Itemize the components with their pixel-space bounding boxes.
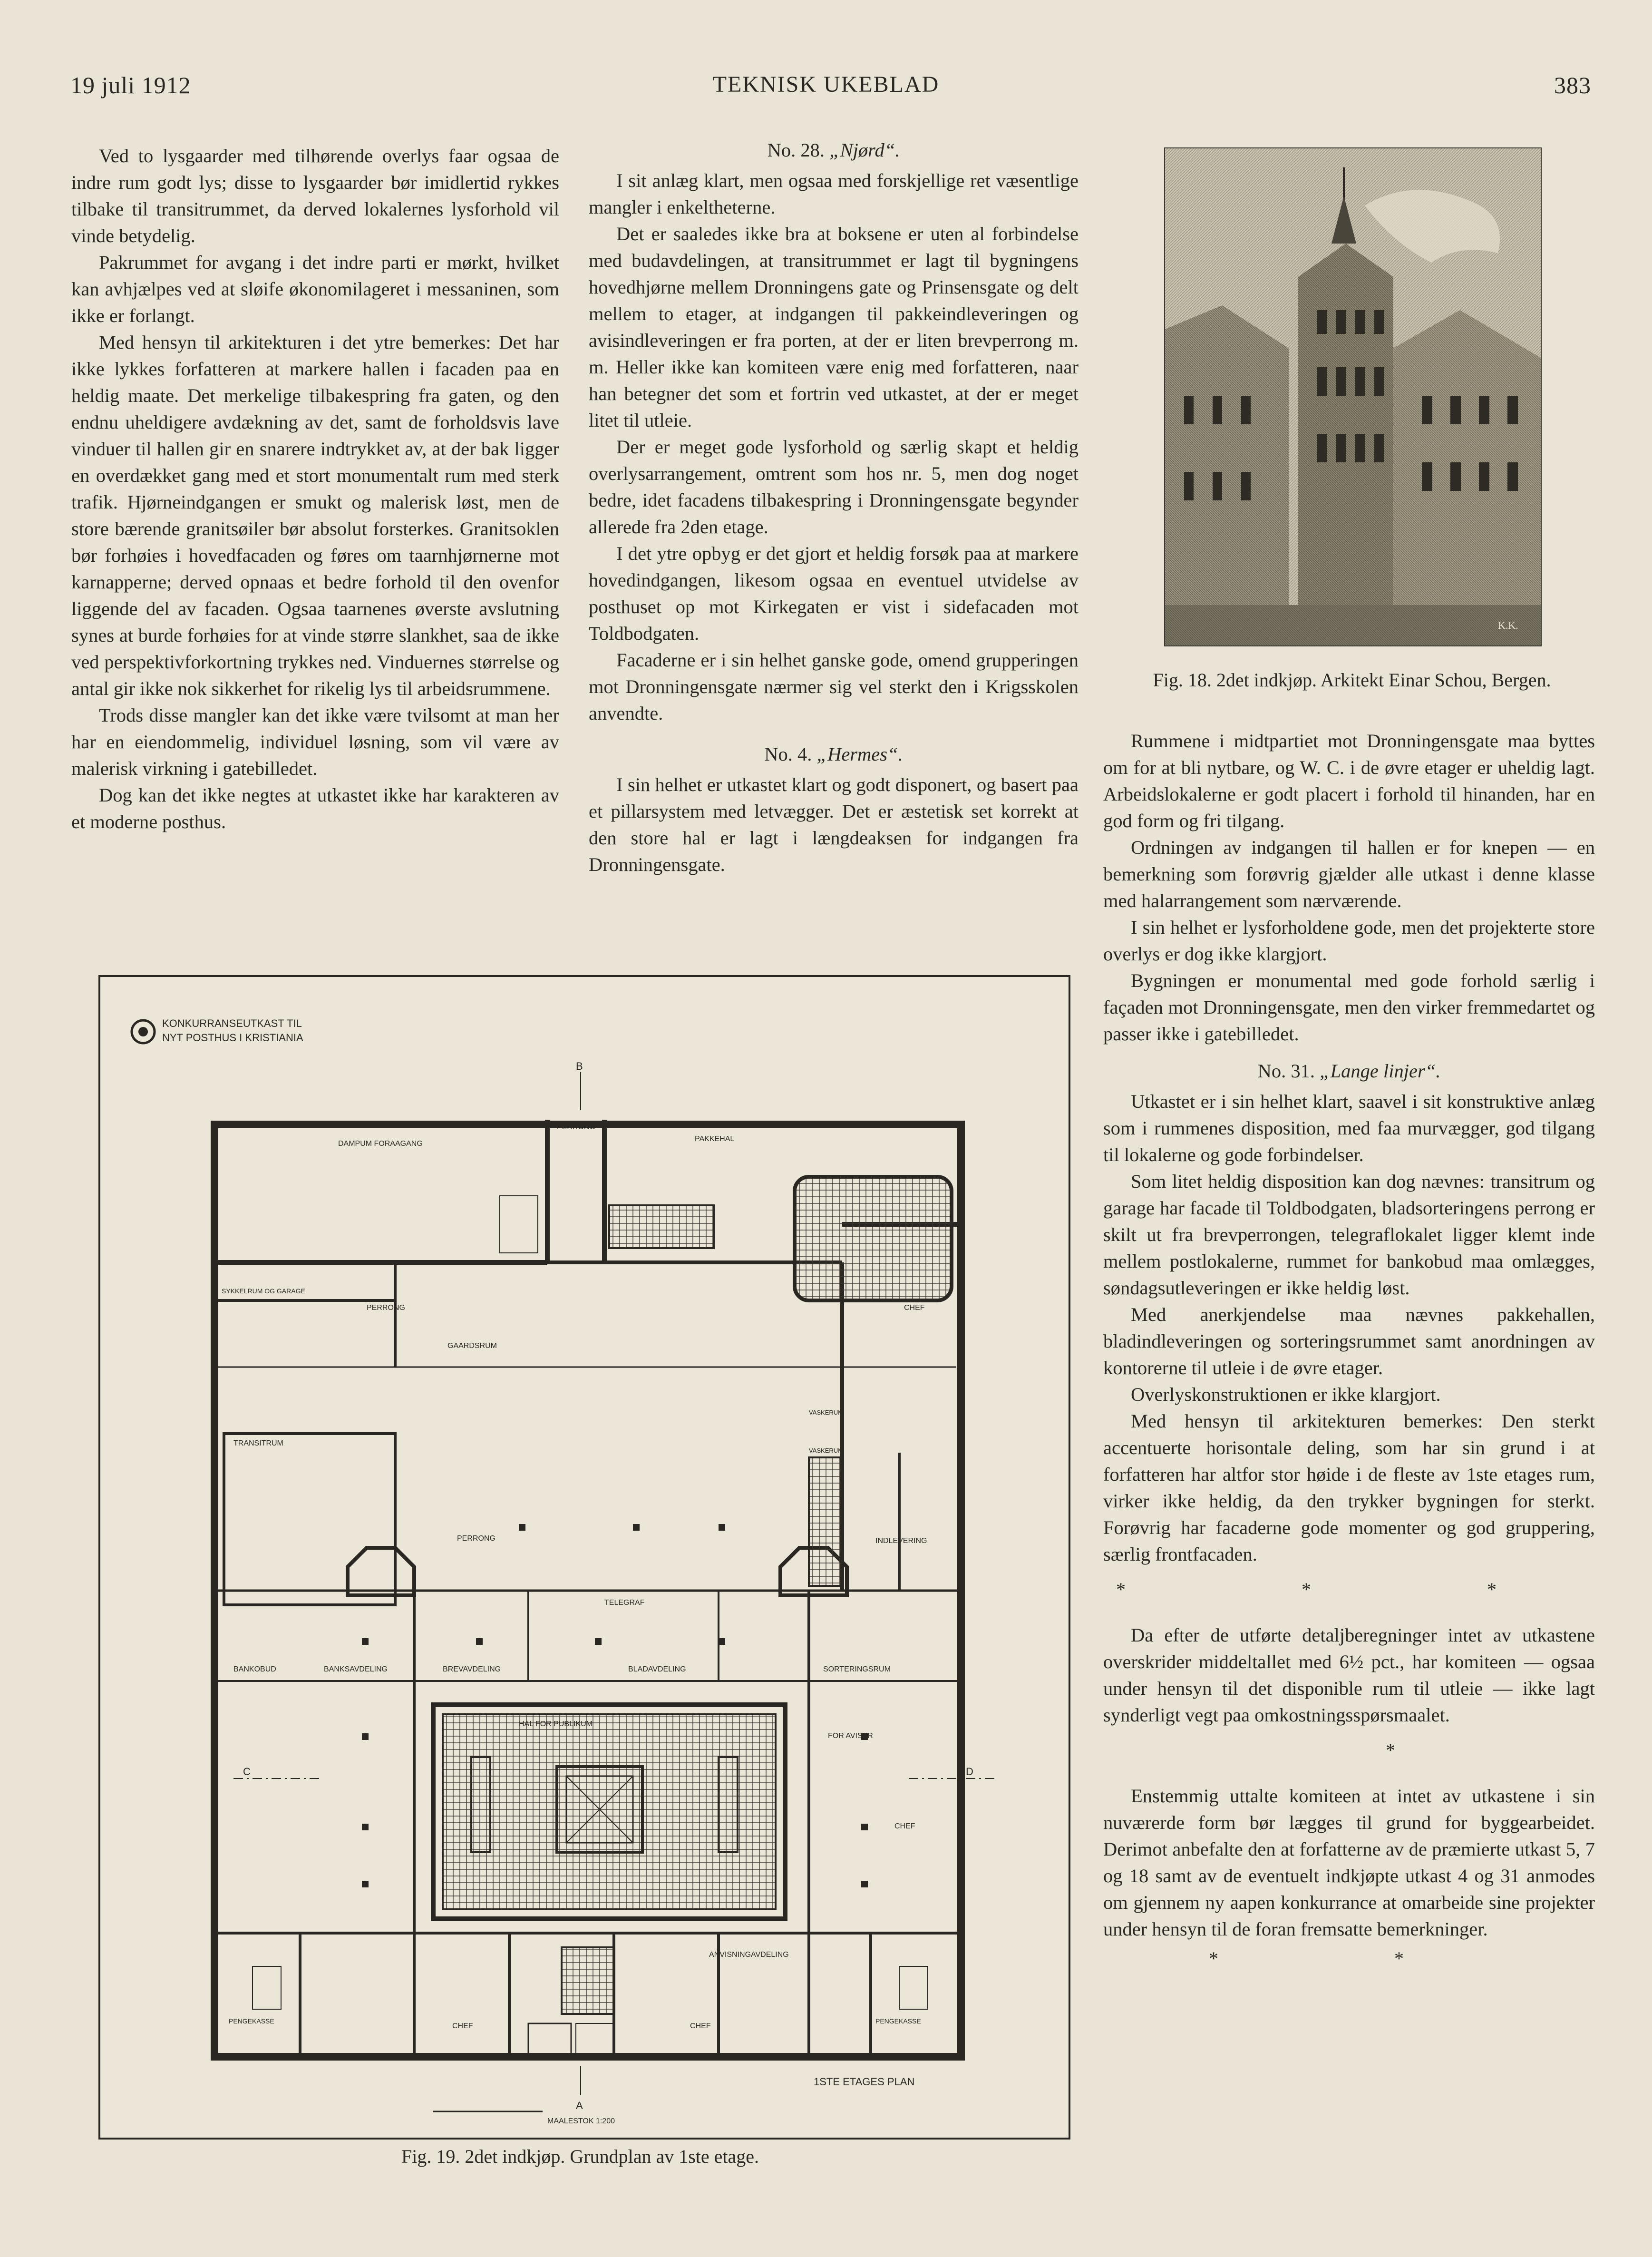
paragraph: Ved to lysgaarder med tilhørende overlys faar ogsaa de indre rum godt lys; disse to lysgaarder bør imidlertid rykkes tilbake til transitrummet, da derved lokalernes lysforhold vil vinde betydelig. [71, 145, 559, 246]
journal-title: TEKNISK UKEBLAD [712, 72, 940, 97]
paragraph: Enstemmig uttalte komiteen at intet av utkastene i sin nuværerde form bør lægges til grund for byggearbeidet. Derimot anbefalte den at forfatterne av de præmierte utkast 5, 7 og 18 samt av de eventuelt indkjøpte utkast 4 og 31 anmodes om gjennem ny aapen konkurrance at omarbeide sine projekter under hensyn til de foran fremsatte bemerkninger. [1103, 1785, 1595, 1940]
paragraph: Dog kan det ikke negtes at utkastet ikke har karakteren av et moderne posthus. [71, 784, 559, 832]
room-label: PERRONG [457, 1534, 496, 1543]
room-label: HAL FOR PUBLIKUM [519, 1720, 593, 1728]
paragraph: Overlyskonstruktionen er ikke klargjort. [1131, 1384, 1441, 1405]
room-label: TRANSITRUM [233, 1439, 283, 1447]
floor-plan-drawing [100, 977, 1069, 2138]
figure-18-caption: Fig. 18. 2det indkjøp. Arkitekt Einar Schou, Bergen. [1153, 669, 1551, 691]
room-label: BREVAVDELING [443, 1665, 501, 1673]
paragraph: I sin helhet er utkastet klart og godt disponert, og basert paa et pillarsystem med letvægger. Det er æstetisk set korrekt at den store hal er lagt i længdeaksen for indgangen fra Dronningensgate. [589, 774, 1079, 875]
figure-19-caption: Fig. 19. 2det indkjøp. Grundplan av 1ste etage. [401, 2146, 759, 2167]
plan-title-line1: KONKURRANSEUTKAST TIL [162, 1017, 302, 1029]
room-label: CHEF [452, 2022, 473, 2030]
paragraph: I det ytre opbyg er det gjort et heldig forsøk paa at markere hovedindgangen, likesom ogsaa en eventuel utvidelse av posthuset op mot Kirkegaten er vist i sidefacaden mot Toldbodgaten. [589, 543, 1079, 644]
section-heading: No. 4. „Hermes“. [764, 743, 903, 765]
paragraph: Som litet heldig disposition kan dog nævnes: transitrum og garage har facade til Toldbodgaten, bladsorteringens perrong er skilt ut fra brevperrongen, telegraflokalet ligger klemt inde mellem postlokalerne, rummet for bankobud maa omlægges, søndagsutleveringen er ikke heldig løst. [1103, 1171, 1595, 1299]
paragraph: Med hensyn til arkitekturen bemerkes: Den sterkt accentuerte horisontale deling, som har sin grund i at forfatteren har altfor stor høide i de fleste av 1ste etages rum, virker ikke heldig, da den trykker bygningen for sterkt. Forøvrig har facaderne gode momenter og god gruppering, særlig frontfacaden. [1103, 1410, 1595, 1565]
room-label: CHEF [904, 1304, 925, 1312]
postal-horn-logo [132, 1020, 155, 1043]
paragraph: I sin helhet er lysforholdene gode, men det projekterte store overlys er dog ikke klargjort. [1103, 917, 1595, 965]
text-column-1 [71, 143, 559, 835]
text-column-3 [1103, 728, 1595, 1991]
room-label: DAMPUM FORAAGANG [338, 1140, 423, 1148]
room-label: ANVISNINGAVDELING [709, 1951, 789, 1959]
room-label: VASKERUM [809, 1409, 843, 1416]
floor-plan [98, 975, 1070, 2140]
paragraph: Facaderne er i sin helhet ganske gode, omend grupperingen mot Dronningensgate nærmer sig vel sterkt den i Krigsskolen anvendte. [589, 649, 1079, 724]
paragraph: Det er saaledes ikke bra at boksene er uten al forbindelse med budavdelingen, at transitrummet er lagt til bygningens hovedhjørne mellem Dronningens gate og Prinsensgate og delt mellem to etager, at indgangen til pakkeindleveringen og avisindleveringen er fra porten, at der er liten brevperrong m. m. Heller ikke kan komiteen være enig med forfatteren, naar han betegner det som et fortrin ved utkastet, at der er meget litet til utleie. [589, 223, 1079, 431]
page-number: 383 [1554, 72, 1591, 98]
section-mark: C [243, 1766, 251, 1778]
room-label: PENGEKASSE [229, 2017, 274, 2025]
paragraph: Rummene i midtpartiet mot Dronningensgate maa byttes om for at bli nytbare, og W. C. i de øvre etager er uheldig lagt. Arbeidslokalerne er godt placert i forhold til hinanden, har en god form og fri tilgang. [1103, 730, 1595, 831]
section-divider: * * [1209, 1948, 1489, 1969]
paragraph: Trods disse mangler kan det ikke være tvilsomt at man her har en eiendommelig, individuel løsning, som vil være av malerisk virkning i gatebilledet. [71, 704, 559, 779]
paragraph: Der er meget gode lysforhold og særlig skapt et heldig overlysarrangement, omtrent som hos nr. 5, men dog noget bedre, idet facadens tilbakespring i Dronningensgate begynder allerede fra 2den etage. [589, 436, 1079, 537]
artist-monogram: K.K. [1498, 619, 1518, 631]
paragraph: Pakrummet for avgang i det indre parti er mørkt, hvilket kan avhjælpes ved at sløife økonomilageret i messaninen, som ikke er forlangt. [71, 252, 559, 326]
paragraph: Bygningen er monumental med gode forhold særlig i façaden mot Dronningensgate, men den virker fremmedartet og passer ikke i gatebilledet. [1103, 970, 1595, 1045]
room-label: SORTERINGSRUM [823, 1665, 891, 1673]
room-label: PERRONG [557, 1123, 595, 1131]
room-label: GAARDSRUM [447, 1342, 497, 1350]
section-divider: * [1386, 1739, 1395, 1761]
issue-date: 19 juli 1912 [70, 72, 191, 98]
paragraph: Med anerkjendelse maa nævnes pakkehallen, bladindleveringen og sorteringsrummet samt anordningen av kontorerne til utleie i de øvre etager. [1103, 1304, 1595, 1378]
room-label: CHEF [690, 2022, 711, 2030]
room-label: PAKKEHAL [695, 1135, 735, 1143]
paragraph: I sit anlæg klart, men ogsaa med forskjellige ret væsentlige mangler i enkeltheterne. [589, 170, 1079, 218]
building-drawing [1165, 148, 1541, 645]
room-label: PERRONG [367, 1304, 405, 1312]
room-label: CHEF [894, 1822, 915, 1830]
section-mark: A [576, 2100, 583, 2111]
paragraph: Ordningen av indgangen til hallen er for knepen — en bemerkning som forøvrig gjælder alle utkast i denne klasse med halarrangement som nærværende. [1103, 837, 1595, 911]
paragraph: Da efter de utførte detaljberegninger intet av utkastene overskrider middeltallet med 6½ pct., har komiteen — ogsaa under hensyn til det disponible rum til utleie — ikke lagt synderligt vegt paa omkostningsspørsmaalet. [1103, 1624, 1595, 1726]
room-label: TELEGRAF [604, 1599, 645, 1607]
plan-title-line2: NYT POSTHUS I KRISTIANIA [162, 1032, 303, 1044]
section-divider: * * * [1116, 1579, 1582, 1600]
paragraph: Utkastet er i sin helhet klart, saavel i sit konstruktive anlæg som i rummenes disposition, med faa murvægger, god tilgang til lokalerne og gode forbindelser. [1103, 1091, 1595, 1165]
section-mark: D [966, 1766, 973, 1778]
room-label: SYKKELRUM OG GARAGE [222, 1287, 305, 1295]
room-label: INDLEVERING [875, 1537, 927, 1545]
room-label: BLADAVDELING [628, 1665, 686, 1673]
room-label: FOR AVISER [828, 1732, 873, 1740]
room-label: BANKSAVDELING [324, 1665, 388, 1673]
room-label: PENGEKASSE [875, 2017, 921, 2025]
paragraph: Med hensyn til arkitekturen i det ytre bemerkes: Det har ikke lykkes forfatteren at markere hallen i facaden paa en heldig maate. Det merkelige tilbakespring fra gaten, og den endnu uheldigere avdækning av det, samt de forholdsvis lave vinduer til hallen gir en snarere indtrykket av, at der bak ligger en overdækket gang med et stort monumentalt rum med sterk trafik. Hjørneindgangen er smukt og malerisk løst, men de store bærende granitsøiler bør absolut forsterkes. Granitsoklen bør forhøies i hovedfacaden og føres om taarnhjørnerne mot karnapperne; derved opnaas et bedre forhold til den ovenfor liggende del av facaden. Ogsaa taarnenes øverste avslutning synes at burde forhøies for at vinde større slankhet, saa de ikke ved perspektivforkortning trykkes ned. Vinduernes størrelse og antal gir ikke nok sikkerhet for rikelig lys til arbeidsrummene. [71, 332, 559, 699]
room-label: BANKOBUD [233, 1665, 276, 1673]
section-heading: No. 31. „Lange linjer“. [1257, 1060, 1441, 1082]
plan-subtitle: 1STE ETAGES PLAN [814, 2076, 915, 2088]
text-column-2 [589, 134, 1079, 878]
section-heading: No. 28. „Njørd“. [767, 139, 900, 161]
room-label: VASKERUM [809, 1447, 843, 1454]
section-mark: B [576, 1060, 583, 1072]
scale-label: MAALESTOK 1:200 [547, 2117, 615, 2125]
building-photo [1164, 147, 1542, 646]
